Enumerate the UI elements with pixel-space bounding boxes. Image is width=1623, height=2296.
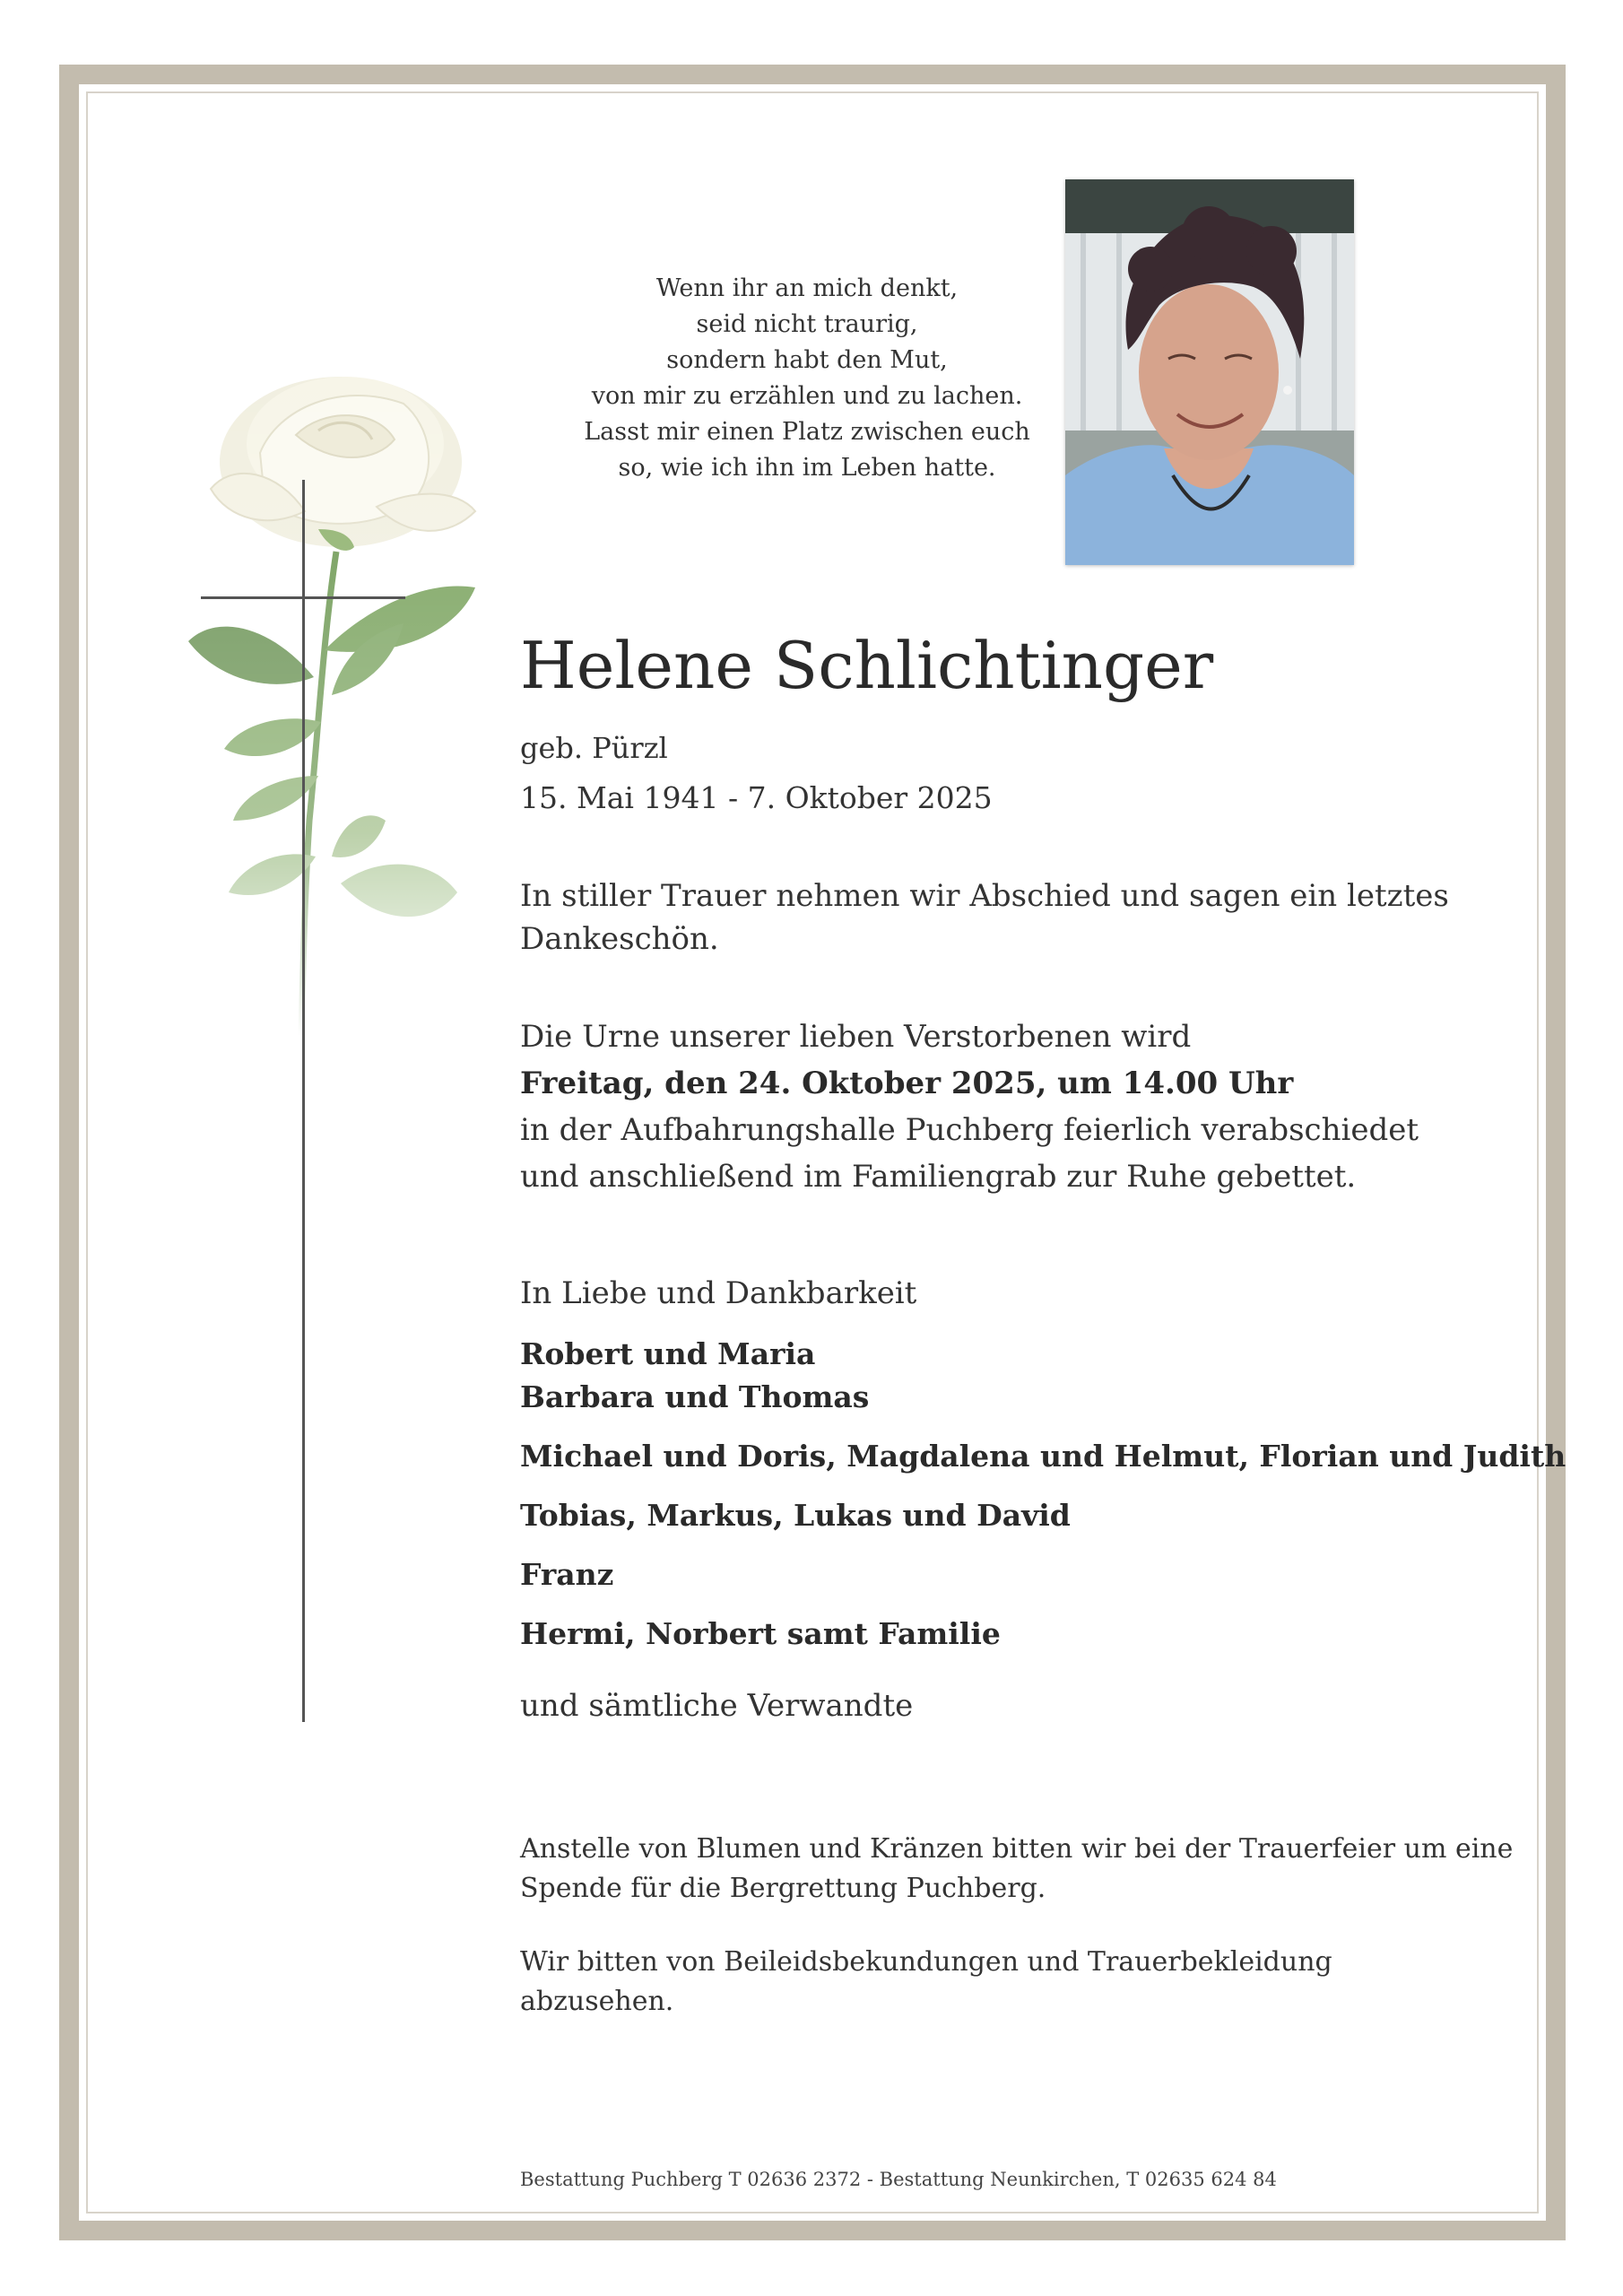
- ceremony-intro: Die Urne unserer lieben Verstorbenen wird: [520, 1019, 1192, 1055]
- poem-line: Lasst mir einen Platz zwischen euch: [584, 418, 1030, 446]
- memorial-cross-vertical: [302, 480, 305, 1722]
- poem-line: von mir zu erzählen und zu lachen.: [591, 382, 1023, 410]
- farewell-line: In stiller Trauer nehmen wir Abschied und sagen ein letztes: [520, 878, 1449, 914]
- farewell-line: Dankeschön.: [520, 921, 719, 957]
- poem-line: so, wie ich ihn im Leben hatte.: [618, 454, 996, 482]
- memorial-poem: [556, 271, 1058, 486]
- condolence-note: Wir bitten von Beileidsbekundungen und Trauerbekleidung abzusehen.: [520, 1946, 1332, 2017]
- mourner-line: Barbara und Thomas: [520, 1379, 870, 1414]
- mourner-line: Hermi, Norbert samt Familie: [520, 1616, 1001, 1651]
- white-rose-illustration: [161, 354, 520, 1036]
- ceremony-location: in der Aufbahrungshalle Puchberg feierlich verabschiedet: [520, 1112, 1419, 1148]
- maiden-name: geb. Pürzl: [520, 731, 668, 765]
- mourner-line: Tobias, Markus, Lukas und David: [520, 1498, 1071, 1533]
- mourners-intro: In Liebe und Dankbarkeit: [520, 1275, 917, 1311]
- portrait-photo: [1065, 179, 1354, 565]
- ceremony-text: [520, 1013, 1471, 1200]
- memorial-cross-horizontal: [201, 596, 405, 599]
- mourners-closing: und sämtliche Verwandte: [520, 1688, 914, 1724]
- deceased-name: Helene Schlichtinger: [520, 628, 1214, 703]
- mourner-line: Robert und Maria: [520, 1336, 816, 1371]
- life-dates: 15. Mai 1941 - 7. Oktober 2025: [520, 780, 993, 815]
- ceremony-date-time: Freitag, den 24. Oktober 2025, um 14.00 Uhr: [520, 1065, 1294, 1101]
- poem-line: seid nicht traurig,: [696, 310, 918, 338]
- mourners-list: [520, 1336, 1567, 1677]
- donation-note: [520, 1830, 1514, 1909]
- poem-line: Wenn ihr an mich denkt,: [655, 274, 959, 302]
- ceremony-burial: und anschließend im Familiengrab zur Ruhe gebettet.: [520, 1159, 1357, 1195]
- donation-line: Anstelle von Blumen und Kränzen bitten wir bei der Trauerfeier um eine: [520, 1833, 1514, 1865]
- farewell-text: [520, 874, 1471, 961]
- mourner-line: Franz: [520, 1557, 614, 1592]
- funeral-home-footer: Bestattung Puchberg T 02636 2372 - Bestattung Neunkirchen, T 02635 624 84: [520, 2169, 1277, 2190]
- mourner-line: Michael und Doris, Magdalena und Helmut, Florian und Judith: [520, 1439, 1567, 1474]
- poem-line: sondern habt den Mut,: [666, 346, 948, 374]
- donation-line: Spende für die Bergrettung Puchberg.: [520, 1873, 1046, 1904]
